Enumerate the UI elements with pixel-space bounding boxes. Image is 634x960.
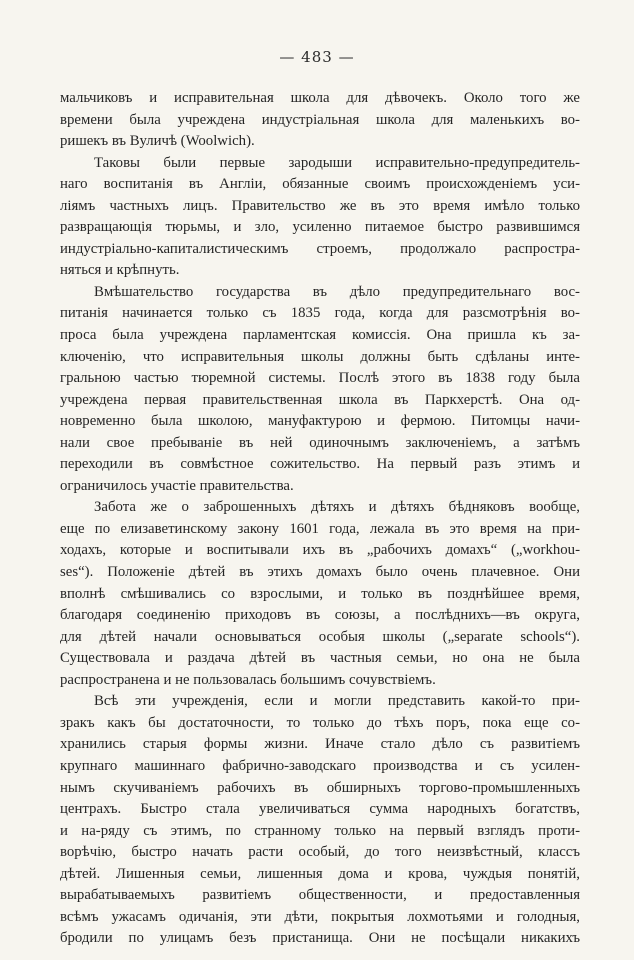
text-line: ришекъ въ Вуличѣ (Woolwich). xyxy=(60,133,255,150)
text-line: наго воспитанія въ Англіи, обязанные своимъ происхожденіемъ уси- xyxy=(60,176,580,193)
text-line: дѣтей. Лишенныя семьи, лишенныя дома и крова, чуждыя понятій, xyxy=(60,865,580,882)
text-line: нымъ скучиваніемъ рабочихъ въ обширныхъ торгово-промышленныхъ xyxy=(60,779,580,796)
text-line: проса была учреждена парламентская комиссія. Она пришла къ за- xyxy=(60,327,580,344)
text-line: для дѣтей начали основываться особыя школы („separate schools“). xyxy=(60,628,580,645)
text-line: ходахъ, которые и воспитывали ихъ въ „рабочихъ домахъ“ („workhou- xyxy=(60,542,580,559)
text-line: развращающія тюрьмы, и зло, усиленно питаемое быстро развившимся xyxy=(60,219,580,236)
text-line: Таковы были первые зародыши исправительно-предупредитель- xyxy=(94,154,580,171)
text-line: няться и крѣпнуть. xyxy=(60,262,180,279)
text-line: ворѣчію, быстро начать расти особый, до того неизвѣстный, классъ xyxy=(60,844,580,861)
text-line: Забота же о заброшенныхъ дѣтяхъ и дѣтяхъ бѣдняковъ вообще, xyxy=(94,499,580,516)
text-line: времени была учреждена индустріальная школа для маленькихъ во- xyxy=(60,111,580,128)
text-line: вполнѣ смѣшивались со взрослыми, и только въ позднѣйшее время, xyxy=(60,585,580,602)
text-line: ліямъ частныхъ лицъ. Правительство же въ это время имѣло только xyxy=(60,197,580,214)
text-line: центрахъ. Быстро стала увеличиваться сумма народныхъ богатствъ, xyxy=(60,801,580,818)
text-line: новременно была школою, мануфактурою и фермою. Питомцы начи- xyxy=(60,413,580,430)
text-line: бродили по улицамъ безъ пристанища. Они не посѣщали никакихъ xyxy=(60,930,580,947)
text-line: хранились старыя формы жизни. Иначе стало дѣло съ развитіемъ xyxy=(60,736,580,753)
text-line: зракъ какъ бы достаточности, то только до тѣхъ поръ, пока еще со- xyxy=(60,714,580,731)
text-line: ключенію, что исправительныя школы должны быть сдѣланы инте- xyxy=(60,348,580,365)
text-line: переходили въ совмѣстное сожительство. На первый разъ этимъ и xyxy=(60,456,580,473)
text-line: Всѣ эти учрежденія, если и могли представить какой-то при- xyxy=(94,693,580,710)
page-number: — 483 — xyxy=(279,48,355,66)
text-line: ограничилось участіе правительства. xyxy=(60,477,294,494)
text-line: еще по елизаветинскому закону 1601 года, лежала въ это время на при- xyxy=(60,520,580,537)
text-line: гральною частью тюремной системы. Послѣ этого въ 1838 году была xyxy=(60,370,580,387)
text-line: вырабатываемыхъ развитіемъ общественности, и предоставленныя xyxy=(60,887,580,904)
text-line: питанія начинается только съ 1835 года, когда для разсмотрѣнія во- xyxy=(60,305,580,322)
text-line: благодаря соединенію приходовъ въ союзы, а послѣднихъ—въ округа, xyxy=(60,607,580,624)
text-line: и на-ряду съ этимъ, по странному только на первый взглядъ проти- xyxy=(60,822,580,839)
text-line: Вмѣшательство государства въ дѣло предупредительнаго вос- xyxy=(94,283,580,300)
text-line: Существовала и раздача дѣтей въ частныя семьи, но она не была xyxy=(60,650,580,667)
body-text xyxy=(60,88,580,950)
text-line: ses“). Положеніе дѣтей въ этихъ домахъ было очень плачевное. Они xyxy=(60,564,580,581)
text-line: индустріально-капиталистическимъ строемъ, продолжало распростра- xyxy=(60,240,580,257)
text-line: мальчиковъ и исправительная школа для дѣвочекъ. Около того же xyxy=(60,90,580,106)
text-line: учреждена первая правительственная школа въ Паркхерстѣ. Она од- xyxy=(60,391,580,408)
text-line: крупнаго машиннаго фабрично-заводскаго производства и съ усилен- xyxy=(60,757,580,774)
text-line: нали свое пребываніе въ ней одиночнымъ заключеніемъ, а затѣмъ xyxy=(60,434,580,451)
text-line: всѣмъ ужасамъ одичанія, эти дѣти, покрытыя лохмотьями и голодныя, xyxy=(60,908,580,925)
text-line: распространена и не пользовалась большимъ сочувствіемъ. xyxy=(60,671,436,688)
